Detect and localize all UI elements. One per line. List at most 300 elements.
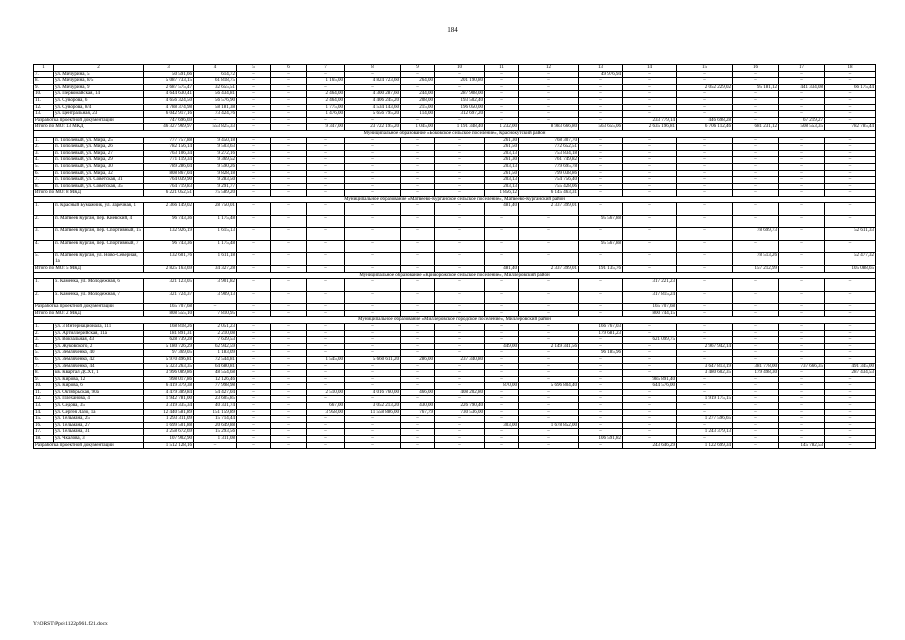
table-cell: 441 334,08	[779, 84, 825, 91]
table-cell: –	[307, 337, 345, 344]
table-cell: 261,50	[485, 170, 519, 177]
table-cell: 96 743,36	[144, 215, 194, 228]
table-cell: –	[401, 137, 435, 144]
table-cell: –	[271, 310, 307, 317]
table-cell: –	[677, 356, 733, 363]
table-cell: –	[345, 228, 401, 241]
table-cell: –	[519, 416, 579, 423]
table-cell: –	[519, 304, 579, 311]
table-row	[34, 291, 876, 304]
table-cell: ул. Артиллерийская, 11а	[54, 330, 144, 337]
table-cell: 78 699,73	[733, 228, 779, 241]
table-cell: –	[677, 157, 733, 164]
table-cell: –	[623, 84, 677, 91]
table-cell: –	[579, 97, 623, 104]
table-cell: –	[779, 203, 825, 216]
table-cell: –	[345, 144, 401, 151]
table-cell: –	[579, 403, 623, 410]
table-cell: –	[677, 71, 733, 78]
table-cell: –	[237, 203, 271, 216]
table-cell: –	[733, 396, 779, 403]
table-cell: –	[435, 150, 485, 157]
table-row	[34, 323, 876, 330]
table-row	[34, 343, 876, 350]
table-cell: –	[677, 304, 733, 311]
table-cell: –	[779, 150, 825, 157]
table-cell: 5 656 795,20	[345, 111, 401, 118]
table-cell: 1.	[34, 137, 54, 144]
table-cell: –	[307, 144, 345, 151]
table-cell: ул. Кирова, 6	[54, 383, 144, 390]
table-cell: 771 119,34	[144, 157, 194, 164]
table-cell: –	[519, 323, 579, 330]
table-cell: 4.	[34, 240, 54, 253]
table-cell: –	[401, 429, 435, 436]
table-cell: ул. Тельмана, 25	[54, 416, 144, 423]
table-cell: –	[779, 240, 825, 253]
table-cell: –	[677, 190, 733, 197]
table-cell: ул. Земляченко, 44	[54, 363, 144, 370]
table-row	[34, 383, 876, 390]
table-cell: ул. Мичурина, 9	[54, 84, 144, 91]
table-cell: –	[485, 376, 519, 383]
table-cell: –	[677, 383, 733, 390]
table-cell: –	[237, 240, 271, 253]
table-cell: –	[677, 436, 733, 443]
table-cell: 264,00	[401, 78, 435, 85]
table-cell: –	[401, 190, 435, 197]
table-cell: –	[307, 416, 345, 423]
table-cell: –	[825, 71, 876, 78]
table-cell: 1 183,09	[194, 350, 237, 357]
table-cell: Муниципальное образование «Матвеево-Курганское сельское поселение», Матвеево-Курганский район	[34, 196, 876, 203]
table-cell: 46 327 969,97	[144, 124, 194, 131]
table-cell: 64 680,81	[194, 363, 237, 370]
table-cell: –	[271, 170, 307, 177]
table-cell: 3 052 213,20	[345, 403, 401, 410]
table-cell: 17	[779, 65, 825, 72]
table-cell: –	[271, 111, 307, 118]
table-row	[34, 137, 876, 144]
table-cell: –	[435, 170, 485, 177]
table-cell: –	[579, 253, 623, 266]
table-cell: –	[307, 203, 345, 216]
table-cell: п. Тополевый, ул. Мира, 29	[54, 157, 144, 164]
table-cell: –	[677, 97, 733, 104]
table-cell: –	[237, 71, 271, 78]
table-cell: –	[271, 190, 307, 197]
table-cell: 1 942 781,00	[144, 396, 194, 403]
table-cell: 681 231,12	[733, 124, 779, 131]
table-cell: Итого по МО: 8 МКД	[34, 190, 144, 197]
table-cell: –	[519, 240, 579, 253]
table-cell: 2 635 196,81	[623, 124, 677, 131]
table-cell: –	[401, 291, 435, 304]
table-cell: –	[271, 383, 307, 390]
table-cell: –	[733, 416, 779, 423]
table-cell: –	[237, 183, 271, 190]
table-cell: ул. Тельмана, 27	[54, 422, 144, 429]
table-cell: п. Тополевый, ул. Мира, 27	[54, 150, 144, 157]
table-cell: 56 576,90	[194, 97, 237, 104]
table-row	[34, 422, 876, 429]
table-cell: 96 185,96	[579, 350, 623, 357]
table-cell: 763 106,34	[144, 150, 194, 157]
table-cell: –	[677, 323, 733, 330]
table-cell: –	[237, 265, 271, 272]
table-cell: –	[307, 291, 345, 304]
table-cell: –	[825, 240, 876, 253]
table-cell: –	[733, 111, 779, 118]
table-row	[34, 389, 876, 396]
table-cell: 50 591,66	[144, 71, 194, 78]
table-cell: 62 942,59	[194, 343, 237, 350]
table-row	[34, 71, 876, 78]
table-cell: –	[779, 436, 825, 443]
table-cell: –	[271, 117, 307, 124]
table-cell: –	[237, 403, 271, 410]
table-cell: 764 719,83	[144, 183, 194, 190]
table-row	[34, 157, 876, 164]
table-cell: –	[733, 304, 779, 311]
table-cell: –	[307, 228, 345, 241]
table-cell: –	[779, 228, 825, 241]
table-cell: 2.	[34, 291, 54, 304]
table-cell: 11	[485, 65, 519, 72]
table-cell: –	[401, 343, 435, 350]
table-cell: –	[271, 429, 307, 436]
table-cell: –	[825, 383, 876, 390]
table-cell: 667,00	[307, 403, 345, 410]
summary-row	[34, 304, 876, 311]
table-cell: 1 243 379,13	[677, 429, 733, 436]
table-cell: –	[779, 370, 825, 377]
table-cell: –	[779, 343, 825, 350]
table-cell: –	[435, 163, 485, 170]
table-cell: 5 970 496,81	[144, 356, 194, 363]
table-cell: 23 605,85	[194, 396, 237, 403]
table-cell: –	[271, 215, 307, 228]
table-cell: –	[401, 436, 435, 443]
table-cell: –	[733, 157, 779, 164]
table-cell: 12	[519, 65, 579, 72]
table-cell: –	[623, 97, 677, 104]
table-cell: –	[237, 170, 271, 177]
table-cell: 54 427,04	[194, 389, 237, 396]
table-cell: –	[677, 203, 733, 216]
table-cell: 408 202,80	[435, 389, 485, 396]
table-cell: –	[485, 78, 519, 85]
table-cell: 800 744,15	[623, 310, 677, 317]
table-cell: 49 976,94	[579, 71, 623, 78]
table-cell: –	[733, 150, 779, 157]
table-cell: –	[519, 442, 579, 449]
table-cell: 9 590,26	[194, 163, 237, 170]
table-cell: –	[623, 323, 677, 330]
table-cell: 764 039,90	[144, 177, 194, 184]
table-cell: 4 016 760,00	[345, 389, 401, 396]
table-cell: –	[435, 215, 485, 228]
table-cell: –	[345, 396, 401, 403]
table-cell: –	[401, 84, 435, 91]
table-cell: 1.	[34, 279, 54, 292]
table-cell: п. Матвеев Курган, ул. Ново-Северная, 1а	[54, 253, 144, 266]
table-row	[34, 91, 876, 98]
table-cell: 466,00	[401, 389, 435, 396]
table-cell: –	[345, 190, 401, 197]
table-cell: –	[435, 117, 485, 124]
table-cell: –	[307, 177, 345, 184]
table-cell: –	[825, 376, 876, 383]
table-cell: –	[435, 330, 485, 337]
table-cell: –	[825, 137, 876, 144]
table-cell: –	[677, 279, 733, 292]
table-cell: 4 406 245,20	[345, 97, 401, 104]
table-cell: 317 221,23	[623, 279, 677, 292]
table-cell: –	[271, 416, 307, 423]
table-cell: 6 145 463,31	[519, 190, 579, 197]
table-cell: –	[579, 177, 623, 184]
table-cell: 201 190,80	[435, 78, 485, 85]
table-cell: 2 337 399,01	[519, 265, 579, 272]
table-cell: –	[519, 71, 579, 78]
table-cell: –	[401, 183, 435, 190]
table-cell: 12 440 581,89	[144, 409, 194, 416]
table-cell: –	[519, 117, 579, 124]
table-cell: –	[779, 376, 825, 383]
table-cell: –	[733, 170, 779, 177]
table-cell: –	[401, 304, 435, 311]
table-cell: –	[435, 436, 485, 443]
table-cell: –	[623, 144, 677, 151]
table-cell: Итого по МО: 5 МКД	[34, 265, 144, 272]
table-cell: –	[623, 104, 677, 111]
table-cell: –	[579, 370, 623, 377]
table-cell: –	[345, 291, 401, 304]
table-cell: 1 775,00	[307, 104, 345, 111]
table-cell: –	[733, 291, 779, 304]
table-cell: 553 825,33	[194, 124, 237, 131]
table-cell: –	[579, 78, 623, 85]
table-cell: 491 345,00	[825, 363, 876, 370]
table-cell: 11.	[34, 97, 54, 104]
table-cell: –	[733, 71, 779, 78]
table-cell: –	[435, 228, 485, 241]
table-cell: –	[825, 416, 876, 423]
table-cell: 16.	[34, 422, 54, 429]
table-cell: 2 366 149,02	[144, 203, 194, 216]
table-cell: –	[237, 350, 271, 357]
table-cell: –	[579, 383, 623, 390]
table-cell: –	[519, 291, 579, 304]
table-cell: 430,00	[401, 403, 435, 410]
table-cell: –	[345, 240, 401, 253]
table-cell: –	[485, 350, 519, 357]
table-cell: Муниципальное образование «Миллеровское городское поселение», Миллеровский район	[34, 317, 876, 324]
table-cell: –	[519, 370, 579, 377]
table-cell: –	[271, 253, 307, 266]
table-cell: –	[271, 356, 307, 363]
table-cell: –	[307, 436, 345, 443]
table-row	[34, 436, 876, 443]
table-cell: –	[579, 409, 623, 416]
table-cell: –	[623, 111, 677, 118]
table-cell: –	[237, 436, 271, 443]
table-cell: –	[435, 304, 485, 311]
table-cell: 767,79	[401, 409, 435, 416]
table-cell: –	[519, 228, 579, 241]
table-cell: –	[271, 279, 307, 292]
table-cell: 1 856,12	[485, 190, 519, 197]
table-cell: 1 165,00	[307, 78, 345, 85]
table-cell: 261,50	[485, 144, 519, 151]
table-cell: –	[579, 363, 623, 370]
table-cell: –	[579, 279, 623, 292]
table-cell: –	[271, 71, 307, 78]
table-cell: –	[733, 436, 779, 443]
table-cell: 157 212,99	[733, 265, 779, 272]
table-cell: 7 810,95	[194, 310, 237, 317]
table-cell: 2 149 341,56	[519, 343, 579, 350]
table-cell: –	[401, 150, 435, 157]
table-cell: –	[401, 253, 435, 266]
table-cell: 5.	[34, 163, 54, 170]
table-cell: –	[579, 291, 623, 304]
table-cell: 15	[677, 65, 733, 72]
table-cell: 17.	[34, 429, 54, 436]
table-cell: –	[677, 228, 733, 241]
table-cell: –	[271, 177, 307, 184]
table-cell: 2 337 399,01	[519, 203, 579, 216]
table-cell: –	[733, 183, 779, 190]
table-cell: –	[519, 363, 579, 370]
table-cell: ул. Седова, 35	[54, 403, 144, 410]
table-cell: 1 277 596,65	[677, 416, 733, 423]
table-cell: –	[677, 376, 733, 383]
table-row	[34, 396, 876, 403]
table-cell: 106 591,82	[579, 436, 623, 443]
table-cell: –	[307, 240, 345, 253]
table-cell: –	[579, 163, 623, 170]
table-cell: 730 536,00	[435, 409, 485, 416]
table-cell: –	[271, 363, 307, 370]
table-cell: –	[435, 203, 485, 216]
table-cell: –	[271, 442, 307, 449]
table-cell: 1 311,08	[194, 436, 237, 443]
table-cell: 755 428,06	[519, 183, 579, 190]
table-cell: –	[307, 170, 345, 177]
table-cell: –	[271, 97, 307, 104]
table-cell: п. Матвеев Курган, пер. Спортивный, 7	[54, 240, 144, 253]
table-cell: –	[579, 337, 623, 344]
table-cell: 754 756,40	[519, 177, 579, 184]
table-cell: –	[519, 356, 579, 363]
table-cell: –	[307, 350, 345, 357]
table-cell: –	[485, 370, 519, 377]
table-cell: –	[271, 422, 307, 429]
table-cell: –	[623, 71, 677, 78]
table-cell: 6.	[34, 356, 54, 363]
table-cell: –	[401, 396, 435, 403]
table-cell: –	[485, 337, 519, 344]
table-cell: 998 017,86	[144, 376, 194, 383]
table-cell: –	[307, 442, 345, 449]
table-cell: –	[345, 363, 401, 370]
table-cell: –	[271, 228, 307, 241]
table-cell: Муниципальное образование «Боковское сельское поселение», Краснокутский район	[34, 130, 876, 137]
table-cell: 2 687 575,47	[144, 84, 194, 91]
table-cell: –	[733, 104, 779, 111]
table-row	[34, 253, 876, 266]
table-cell: –	[435, 84, 485, 91]
table-cell: –	[623, 356, 677, 363]
table-cell: –	[345, 157, 401, 164]
table-cell: –	[733, 91, 779, 98]
table-cell: –	[345, 84, 401, 91]
table-cell: 107 902,90	[144, 436, 194, 443]
table-cell: –	[733, 137, 779, 144]
table-cell: –	[733, 442, 779, 449]
table-cell: –	[435, 265, 485, 272]
table-cell: –	[579, 396, 623, 403]
table-cell: ул. Земляченко, 40	[54, 350, 144, 357]
table-cell: п. Матвеев Курган, пер. Киевский, 4	[54, 215, 144, 228]
table-cell: –	[825, 356, 876, 363]
table-cell: –	[779, 215, 825, 228]
table-cell: –	[237, 323, 271, 330]
table-cell: –	[401, 363, 435, 370]
table-cell: –	[623, 203, 677, 216]
table-cell: п. Тополевый, ул. Советская, 31	[54, 177, 144, 184]
table-cell: –	[485, 253, 519, 266]
table-cell: 8.	[34, 370, 54, 377]
table-cell: –	[307, 183, 345, 190]
table-cell: –	[271, 330, 307, 337]
table-cell: 2 051,23	[194, 323, 237, 330]
table-cell: –	[237, 343, 271, 350]
table-cell: –	[677, 422, 733, 429]
table-cell: 9 291,77	[194, 183, 237, 190]
table-cell: –	[194, 304, 237, 311]
table-cell: ул. Суворова, 8/4	[54, 104, 144, 111]
table-cell: 179 681,23	[579, 330, 623, 337]
table-cell: Итого по МО: 2 МКД	[34, 310, 144, 317]
table-cell: –	[237, 279, 271, 292]
table-cell: 9 283,50	[194, 177, 237, 184]
table-cell: –	[194, 117, 237, 124]
document-file-path: Y:\ORST\Ppo\1122p961.f21.docx	[33, 621, 108, 627]
table-cell: –	[237, 383, 271, 390]
table-cell: –	[307, 163, 345, 170]
table-cell: 1 293 311,09	[144, 416, 194, 423]
table-cell: 3 647 813,19	[677, 363, 733, 370]
table-cell: –	[307, 429, 345, 436]
table-cell: –	[435, 291, 485, 304]
table-cell: –	[345, 71, 401, 78]
table-cell: –	[485, 84, 519, 91]
table-cell: –	[435, 343, 485, 350]
table-cell: –	[579, 170, 623, 177]
table-row	[34, 240, 876, 253]
table-cell: –	[623, 363, 677, 370]
table-row	[34, 356, 876, 363]
table-cell: –	[825, 310, 876, 317]
table-cell: 6 221 052,51	[144, 190, 194, 197]
table-cell: –	[237, 337, 271, 344]
table-cell: 5 087 733,15	[144, 78, 194, 85]
table-cell: –	[237, 429, 271, 436]
table-cell: Разработка проектной документации	[34, 117, 144, 124]
